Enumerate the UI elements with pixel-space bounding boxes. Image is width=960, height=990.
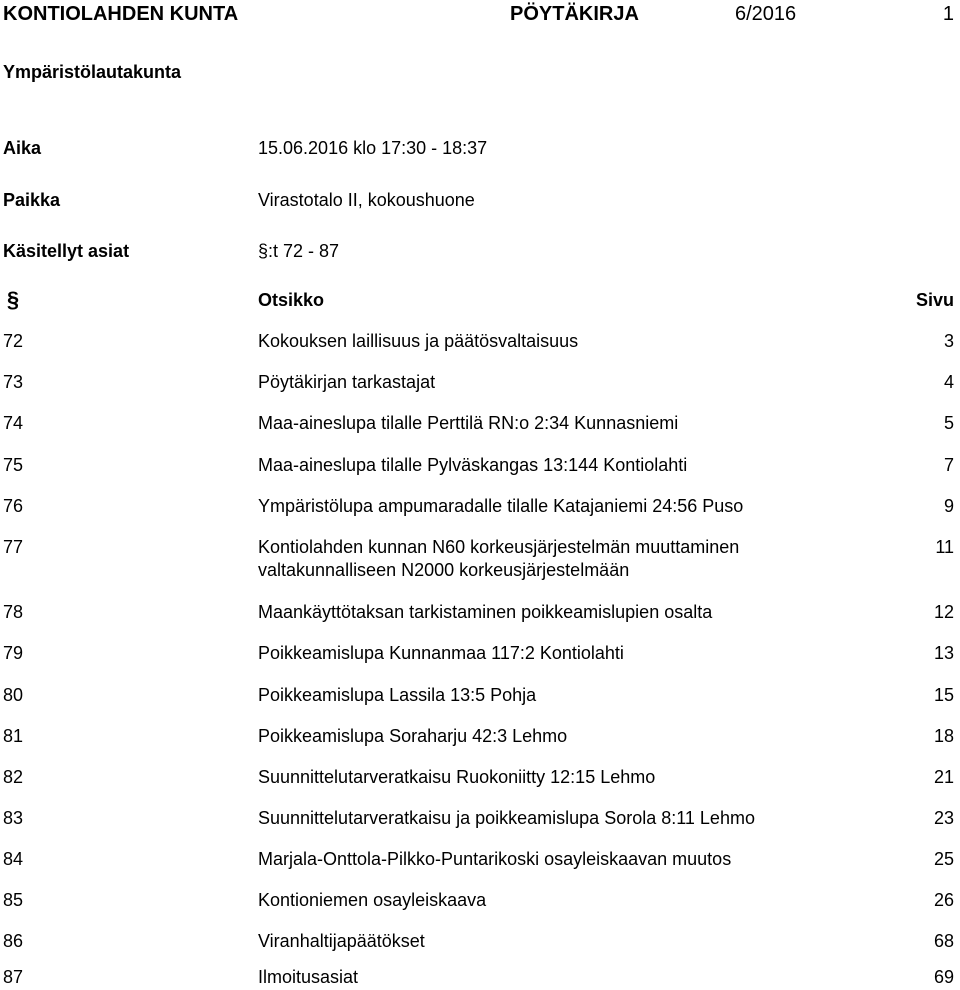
row-number: 87 xyxy=(3,967,24,987)
row-page: 13 xyxy=(933,643,954,663)
row-page: 12 xyxy=(933,602,954,622)
document-type: PÖYTÄKIRJA xyxy=(510,3,639,25)
time-value: 15.06.2016 klo 17:30 - 18:37 xyxy=(258,138,488,158)
row-title-continuation: valtakunnalliseen N2000 korkeusjärjestelmään xyxy=(258,560,630,580)
toc-title-header: Otsikko xyxy=(258,290,325,310)
row-page: 11 xyxy=(935,537,954,557)
row-page: 7 xyxy=(943,455,954,475)
row-title: Ympäristölupa ampumaradalle tilalle Katajaniemi 24:56 Puso xyxy=(258,496,744,516)
row-title: Kontiolahden kunnan N60 korkeusjärjestelmän muuttaminen xyxy=(258,537,740,557)
row-title: Kokouksen laillisuus ja päätösvaltaisuus xyxy=(258,331,579,351)
row-page: 25 xyxy=(933,849,954,869)
meeting-number: 6/2016 xyxy=(735,3,797,25)
row-page: 9 xyxy=(943,496,954,516)
row-number: 81 xyxy=(3,726,24,746)
row-number: 72 xyxy=(3,331,24,351)
place-value: Virastotalo II, kokoushuone xyxy=(258,190,475,210)
row-page: 18 xyxy=(933,726,954,746)
row-number: 77 xyxy=(3,537,24,557)
row-page: 15 xyxy=(933,685,954,705)
row-page: 5 xyxy=(943,413,954,433)
row-title: Suunnittelutarveratkaisu Ruokoniitty 12:15 Lehmo xyxy=(258,767,656,787)
row-number: 85 xyxy=(3,890,24,910)
row-title: Suunnittelutarveratkaisu ja poikkeamislupa Sorola 8:11 Lehmo xyxy=(258,808,755,828)
row-number: 79 xyxy=(3,643,24,663)
place-label: Paikka xyxy=(3,190,61,210)
time-label: Aika xyxy=(3,138,42,158)
row-page: 23 xyxy=(933,808,954,828)
row-number: 86 xyxy=(3,931,24,951)
row-title: Viranhaltijapäätökset xyxy=(258,931,425,951)
row-title: Poikkeamislupa Soraharju 42:3 Lehmo xyxy=(258,726,568,746)
row-number: 74 xyxy=(3,413,24,433)
row-title: Poikkeamislupa Kunnanmaa 117:2 Kontiolahti xyxy=(258,643,624,663)
row-page: 26 xyxy=(933,890,954,910)
row-page: 3 xyxy=(943,331,954,351)
row-page: 4 xyxy=(943,372,954,392)
row-number: 83 xyxy=(3,808,24,828)
section-sign-icon xyxy=(3,287,23,311)
row-number: 80 xyxy=(3,685,24,705)
row-title: Ilmoitusasiat xyxy=(258,967,359,987)
row-title: Maa-aineslupa tilalle Pylväskangas 13:144 Kontiolahti xyxy=(258,455,688,475)
row-number: 84 xyxy=(3,849,24,869)
row-title: Maankäyttötaksan tarkistaminen poikkeamislupien osalta xyxy=(258,602,713,622)
row-number: 73 xyxy=(3,372,24,392)
items-value: §:t 72 - 87 xyxy=(258,241,340,261)
row-page: 69 xyxy=(933,967,954,987)
row-title: Kontioniemen osayleiskaava xyxy=(258,890,487,910)
row-page: 68 xyxy=(933,931,954,951)
row-title: Pöytäkirjan tarkastajat xyxy=(258,372,436,392)
svg-text:§: § xyxy=(6,287,20,311)
items-label: Käsitellyt asiat xyxy=(3,241,130,261)
row-title: Marjala-Onttola-Pilkko-Puntarikoski osayleiskaavan muutos xyxy=(258,849,732,869)
row-title: Poikkeamislupa Lassila 13:5 Pohja xyxy=(258,685,537,705)
organization-name: KONTIOLAHDEN KUNTA xyxy=(3,3,239,25)
row-title: Maa-aineslupa tilalle Perttilä RN:o 2:34 Kunnasniemi xyxy=(258,413,679,433)
row-number: 75 xyxy=(3,455,24,475)
board-name: Ympäristölautakunta xyxy=(3,62,182,82)
row-number: 82 xyxy=(3,767,24,787)
page-number: 1 xyxy=(942,3,954,25)
row-page: 21 xyxy=(933,767,954,787)
row-number: 76 xyxy=(3,496,24,516)
toc-page-header: Sivu xyxy=(915,290,954,310)
row-number: 78 xyxy=(3,602,24,622)
